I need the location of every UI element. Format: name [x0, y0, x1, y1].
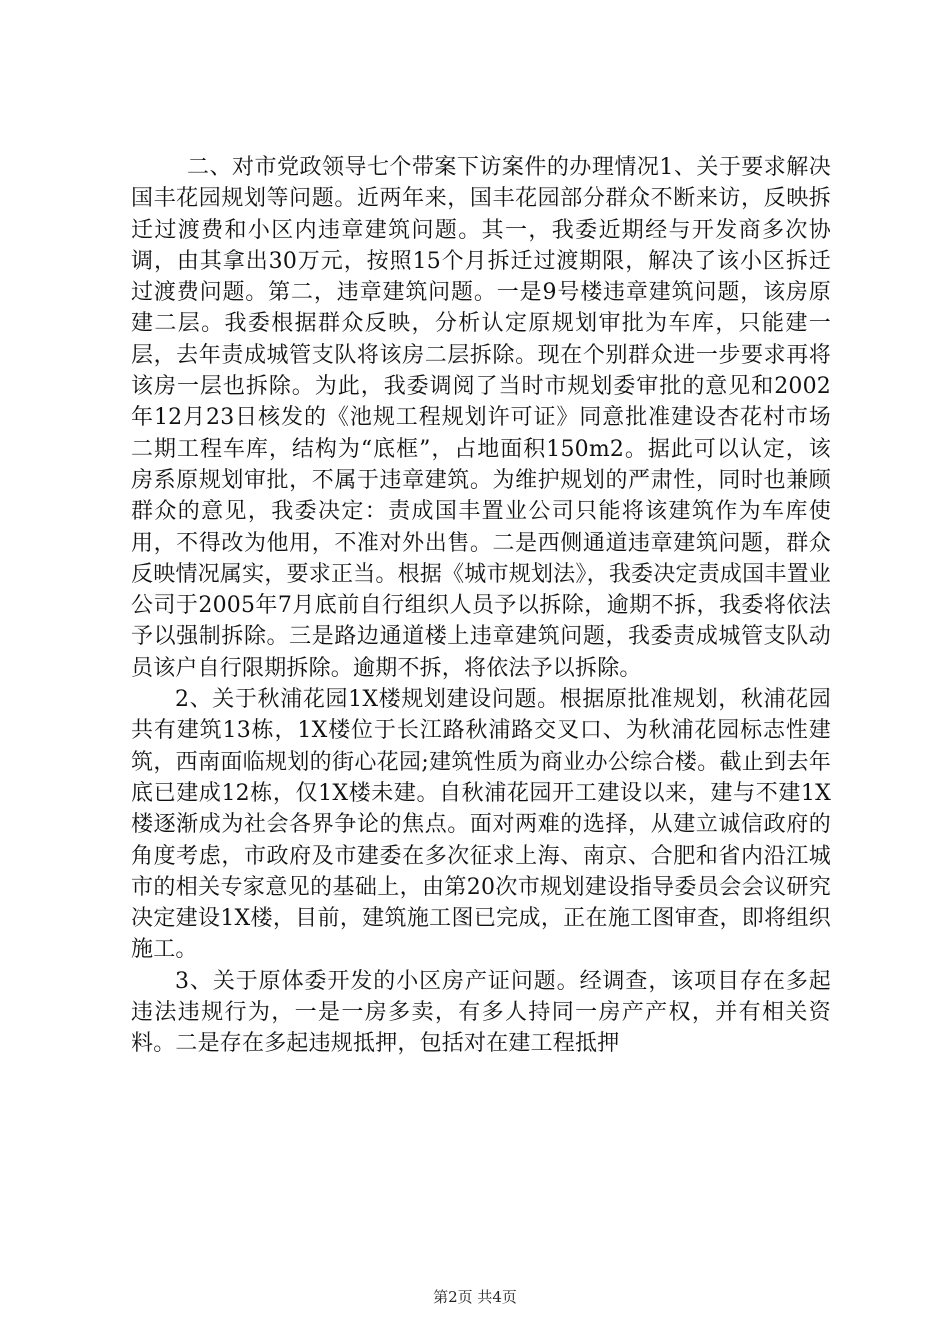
paragraph-1: 二、对市党政领导七个带案下访案件的办理情况1、关于要求解决国丰花园规划等问题。近两年来，国丰花园部分群众不断来访，反映拆迁过渡费和小区内违章建筑问题。其一，我委近期经与开发商多次协调，由其拿出30万元，按照15个月拆迁过渡期限，解决了该小区拆迁过渡费问题。第二，违章建筑问题。一是9号楼违章建筑问题，该房原建二层。我委根据群众反映，分析认定原规划审批为车库，只能建一层，去年责成城管支队将该房二层拆除。现在个别群众进一步要求再将该房一层也拆除。为此，我委调阅了当时市规划委审批的意见和2002年12月23日核发的《池规工程规划许可证》同意批准建设杏花村市场二期工程车库，结构为“底框”，占地面积150m2。据此可以认定，该房系原规划审批，不属于违章建筑。为维护规划的严肃性，同时也兼顾群众的意见，我委决定：责成国丰置业公司只能将该建筑作为车库使用，不得改为他用，不准对外出售。二是西侧通道违章建筑问题，群众反映情况属实，要求正当。根据《城市规划法》，我委决定责成国丰置业公司于2005年7月底前自行组织人员予以拆除，逾期不拆，我委将依法予以强制拆除。三是路边通道楼上违章建筑问题，我委责成城管支队动员该户自行限期拆除。逾期不拆，将依法予以拆除。 [131, 155, 831, 681]
document-body [131, 152, 831, 1060]
paragraph-2: 2、关于秋浦花园1X楼规划建设问题。根据原批准规划，秋浦花园共有建筑13栋，1X楼位于长江路秋浦路交叉口、为秋浦花园标志性建筑，西南面临规划的街心花园;建筑性质为商业办公综合楼。截止到去年底已建成12栋，仅1X楼未建。自秋浦花园开工建设以来，建与不建1X楼逐渐成为社会各界争论的焦点。面对两难的选择，从建立诚信政府的角度考虑，市政府及市建委在多次征求上海、南京、合肥和省内沿江城市的相关专家意见的基础上，由第20次市规划建设指导委员会会议研究决定建设1X楼，目前，建筑施工图已完成，正在施工图审查，即将组织施工。 [131, 687, 831, 963]
page-footer: 第2页 共4页 [433, 1288, 517, 1306]
paragraph-3: 3、关于原体委开发的小区房产证问题。经调查，该项目存在多起违法违规行为，一是一房多卖，有多人持同一房产产权，并有相关资料。二是存在多起违规抵押，包括对在建工程抵押 [131, 968, 831, 1057]
